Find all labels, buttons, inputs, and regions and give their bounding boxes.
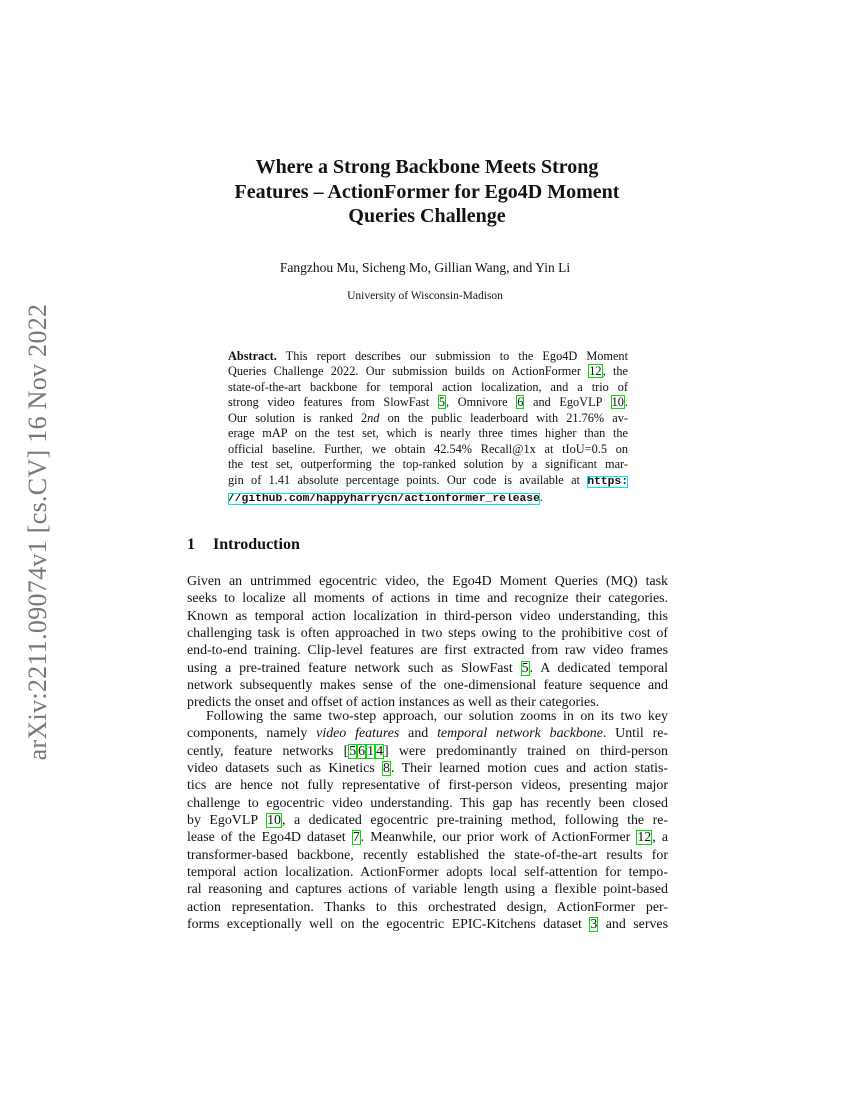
- text-run: . Their learned motion cues and action statis-: [390, 761, 668, 777]
- text-run: , the: [602, 364, 628, 379]
- citation-link[interactable]: 5: [521, 660, 529, 676]
- text-line: [228, 349, 628, 364]
- text-run: action representation. Thanks to this orchestrated design, ActionFormer per-: [187, 899, 668, 915]
- paper-title: [150, 155, 704, 229]
- citation-link[interactable]: 10: [611, 395, 624, 410]
- text-run: temporal action localization. ActionFormer adopts local self-attention for tempo-: [187, 865, 668, 881]
- citation-link[interactable]: 8: [383, 761, 390, 777]
- text-run: Following the same two-step approach, our solution zooms in on its two key: [206, 709, 668, 724]
- text-run: Our solution is ranked 2: [228, 410, 368, 425]
- text-line: [228, 473, 628, 490]
- abstract-label: Abstract.: [228, 349, 277, 363]
- text-line: [187, 660, 668, 677]
- citation-link[interactable]: 10: [267, 813, 281, 829]
- text-run: on the public leaderboard with 21.76% av-: [379, 410, 628, 425]
- text-run: erage mAP on the test set, which is nearly three times higher than the: [228, 426, 628, 441]
- text-line: [228, 426, 628, 441]
- arxiv-stamp: arXiv:2211.09074v1 [cs.CV] 16 Nov 2022: [23, 303, 52, 761]
- citation-link[interactable]: 12: [589, 364, 602, 379]
- text-line: [228, 380, 628, 395]
- text-line: [228, 364, 628, 379]
- text-line: [187, 677, 668, 694]
- emphasis: video features: [316, 726, 400, 742]
- text-run: forms exceptionally well on the egocentric EPIC-Kitchens dataset: [187, 917, 590, 933]
- text-run: lease of the Ego4D dataset: [187, 830, 352, 846]
- intro-paragraph-2: [187, 708, 668, 933]
- text-run: components, namely: [187, 726, 317, 742]
- text-run: end-to-end training. Clip-level features are first extracted from raw video frames: [187, 643, 668, 659]
- text-run: network subsequently makes sense of the one-dimensional feature sequence and: [187, 678, 668, 694]
- text-run: , a dedicated egocentric pre-training method, following the re-: [281, 813, 668, 829]
- text-run: predicts the onset and offset of action instances as well as their categories.: [187, 695, 600, 711]
- text-run: challenging task is often approached in two steps owing to the prohibitive cost of: [187, 626, 668, 642]
- text-run: cently, feature networks [: [187, 743, 349, 759]
- text-run: state-of-the-art backbone for temporal action localization, and a trio of: [228, 379, 628, 394]
- text-line: [187, 725, 668, 742]
- text-run: Given an untrimmed egocentric video, the Ego4D Moment Queries (MQ) task: [187, 574, 668, 589]
- text-line: [228, 457, 628, 472]
- text-run: and: [399, 726, 438, 742]
- citation-link[interactable]: 6: [517, 395, 524, 410]
- text-line: [187, 899, 668, 916]
- text-run: Queries Challenge 2022. Our submission builds on ActionFormer: [228, 364, 589, 379]
- authors: Fangzhou Mu, Sicheng Mo, Gillian Wang, and Yin Li: [279, 260, 571, 275]
- text-line: [228, 442, 628, 457]
- section-title: Introduction: [213, 536, 300, 553]
- text-line: [187, 829, 668, 846]
- text-run: transformer-based backbone, recently established the state-of-the-art results for: [187, 847, 668, 863]
- code-url-link[interactable]: //github.com/happyharrycn/actionformer_release: [228, 493, 540, 506]
- text-run: official baseline. Further, we obtain 42.54% Recall@1x at tIoU=0.5 on: [228, 441, 628, 456]
- text-line: [187, 573, 668, 590]
- text-run: video datasets such as Kinetics: [187, 761, 383, 777]
- intro-paragraph-1: [187, 573, 668, 712]
- text-line: [187, 642, 668, 659]
- text-line: [187, 590, 668, 607]
- text-run: . Meanwhile, our prior work of ActionFormer: [360, 830, 637, 846]
- text-line: [187, 864, 668, 881]
- text-line: [187, 760, 668, 777]
- text-line: [187, 847, 668, 864]
- text-line: [187, 608, 668, 625]
- title-line: Queries Challenge: [348, 205, 506, 227]
- text-run: the test set, outperforming the top-ranked solution by a significant mar-: [228, 457, 628, 472]
- emphasis: temporal network backbone: [437, 726, 603, 742]
- text-run: , a: [652, 830, 668, 846]
- text-run: . A dedicated temporal: [529, 660, 668, 676]
- text-line: [187, 795, 668, 812]
- text-run: .: [624, 395, 628, 410]
- citation-link[interactable]: 4: [376, 743, 384, 759]
- text-run: Known as temporal action localization in third-person video understanding, this: [187, 608, 668, 624]
- title-line: Features – ActionFormer for Ego4D Moment: [234, 180, 620, 203]
- text-line: [187, 916, 668, 933]
- citation-link[interactable]: 6: [358, 743, 366, 759]
- text-run: challenge to egocentric video understanding. This gap has recently been closed: [187, 795, 668, 811]
- text-line: [187, 625, 668, 642]
- text-run: using a pre-trained feature network such as SlowFast: [187, 660, 521, 676]
- title-line: Where a Strong Backbone Meets Strong: [255, 156, 599, 178]
- text-run: strong video features from SlowFast: [228, 395, 438, 410]
- text-line: [187, 743, 668, 760]
- code-url-link[interactable]: https:: [587, 475, 628, 488]
- text-line: [187, 812, 668, 829]
- section-heading: [187, 536, 300, 554]
- citation-link[interactable]: 7: [352, 830, 360, 846]
- text-line: [228, 490, 628, 507]
- text-run: . Until re-: [602, 726, 668, 742]
- text-run: gin of 1.41 absolute percentage points. Our code is available at: [228, 472, 588, 487]
- text-run: , Omnivore: [446, 395, 517, 410]
- section-number: 1: [187, 536, 195, 553]
- text-run: by EgoVLP: [187, 813, 267, 829]
- text-line: [187, 708, 668, 725]
- citation-link[interactable]: 12: [637, 830, 652, 846]
- text-run: ral reasoning and captures actions of variable length using a flexible point-based: [187, 882, 668, 898]
- text-run: .: [539, 490, 543, 505]
- abstract: [228, 349, 628, 508]
- citation-link[interactable]: 3: [590, 917, 598, 933]
- emphasis: nd: [367, 410, 380, 425]
- text-line: [228, 411, 628, 426]
- citation-link[interactable]: 5: [349, 743, 357, 759]
- citation-link[interactable]: 1: [367, 743, 375, 759]
- affiliation: University of Wisconsin-Madison: [347, 290, 503, 302]
- text-run: and EgoVLP: [524, 395, 611, 410]
- citation-link[interactable]: 5: [438, 395, 445, 410]
- text-run: ] were predominantly trained on third-person: [384, 743, 669, 759]
- text-run: seeks to localize all moments of actions in time and recognize their categories.: [187, 591, 668, 607]
- text-line: [187, 881, 668, 898]
- text-line: [187, 777, 668, 794]
- text-run: tics are hence not fully representative of first-person videos, presenting major: [187, 778, 668, 794]
- text-run: and serves: [598, 917, 668, 933]
- text-line: [228, 395, 628, 410]
- text-run: This report describes our submission to the Ego4D Moment: [276, 349, 628, 363]
